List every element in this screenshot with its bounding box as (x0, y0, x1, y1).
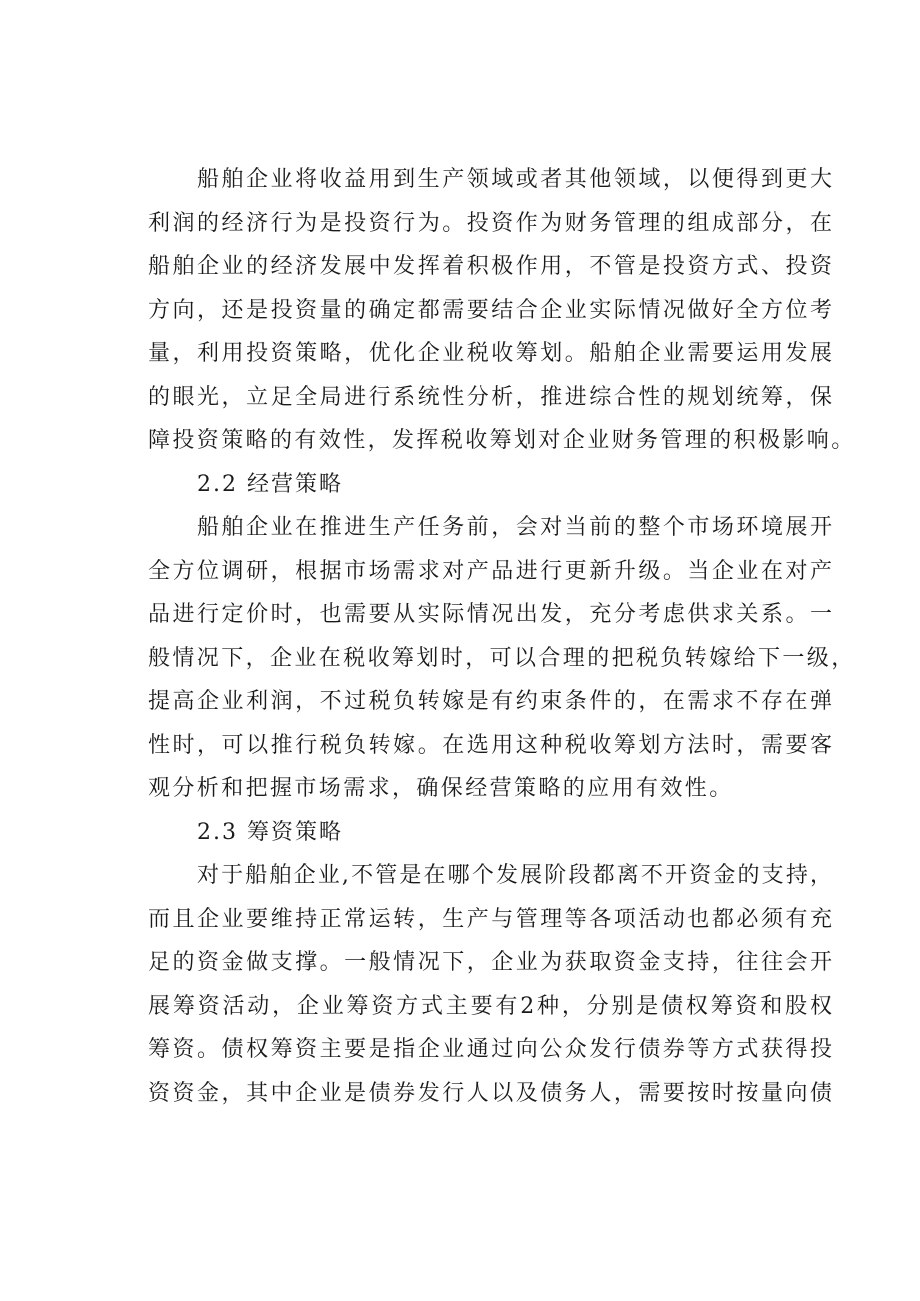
text-line: 资资金，其中企业是债券发行人以及债务人，需要按时按量向债 (148, 1080, 832, 1106)
text-line: 全方位调研，根据市场需求对产品进行更新升级。当企业在对产 (148, 558, 832, 584)
text-line: 性时，可以推行税负转嫁。在选用这种税收筹划方法时，需要客 (148, 732, 832, 758)
text-line: 展筹资活动，企业筹资方式主要有2种，分别是债权筹资和股权 (148, 993, 832, 1019)
text-line: 提高企业利润，不过税负转嫁是有约束条件的，在需求不存在弹 (148, 689, 832, 714)
text-line: 般情况下，企业在税收筹划时，可以合理的把税负转嫁给下一级， (148, 645, 856, 671)
text-line: 对于船舶企业,不管是在哪个发展阶段都离不开资金的支持， (197, 863, 832, 888)
text-line: 品进行定价时，也需要从实际情况出发，充分考虑供求关系。一 (148, 602, 832, 627)
text-line: 船舶企业在推进生产任务前，会对当前的整个市场环境展开 (197, 515, 832, 540)
paragraph-operation-strategy (148, 506, 856, 811)
paragraph-investment-strategy (148, 158, 856, 463)
text-line: 量，利用投资策略，优化企业税收筹划。船舶企业需要运用发展 (148, 341, 832, 366)
text-line: 方向，还是投资量的确定都需要结合企业实际情况做好全方位考 (148, 297, 832, 323)
text-line: 观分析和把握市场需求，确保经营策略的应用有效性。 (148, 776, 734, 801)
section-heading-2-3: 2.3 筹资策略 (197, 819, 343, 845)
document-page (148, 158, 856, 1115)
text-line: 而且企业要维持正常运转，生产与管理等各项活动也都必须有充 (148, 906, 832, 932)
section-heading-2-2: 2.2 经营策略 (197, 471, 343, 497)
text-line: 利润的经济行为是投资行为。投资作为财务管理的组成部分，在 (148, 210, 832, 236)
text-line: 船舶企业将收益用到生产领域或者其他领域，以便得到更大 (197, 167, 832, 192)
text-line: 障投资策略的有效性，发挥税收筹划对企业财务管理的积极影响。 (148, 428, 856, 453)
text-line: 船舶企业的经济发展中发挥着积极作用，不管是投资方式、投资 (148, 254, 832, 279)
text-line: 足的资金做支撑。一般情况下，企业为获取资金支持，往往会开 (148, 950, 832, 975)
paragraph-financing-strategy (148, 854, 832, 1115)
text-line: 的眼光，立足全局进行系统性分析，推进综合性的规划统筹，保 (148, 384, 832, 410)
text-line: 筹资。债权筹资主要是指企业通过向公众发行债券等方式获得投 (148, 1037, 832, 1062)
